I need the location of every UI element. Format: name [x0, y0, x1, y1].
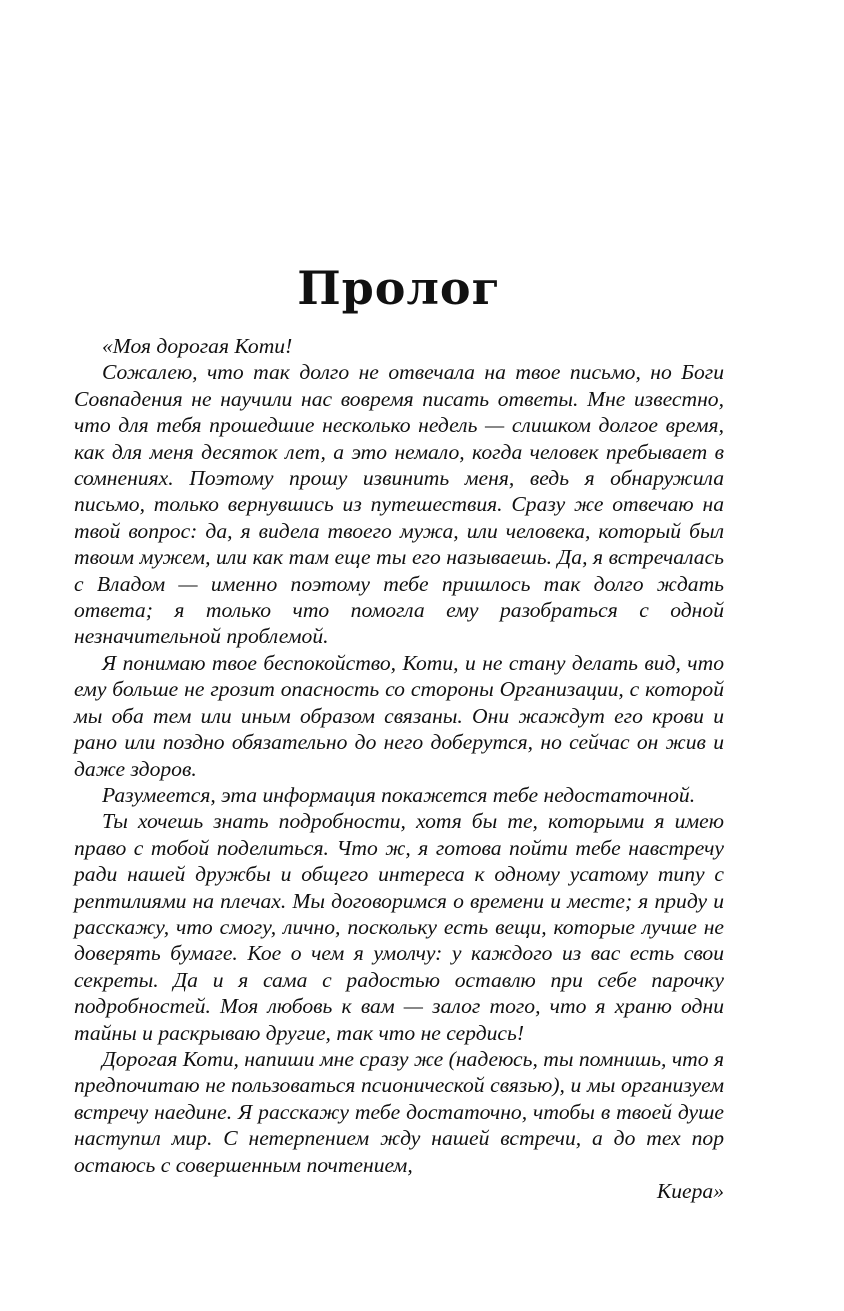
letter-paragraph: Ты хочешь знать подробности, хотя бы те, которыми я имею право с тобой поделиться. Что ж, я готова пойти тебе навстречу ради нашей дружбы и общего интереса к одному усатому типу с рептилиями на плечах. Мы договоримся о времени и месте; я приду и расскажу, что смогу, лично, поскольку есть вещи, которые лучше не доверять бумаге. Кое о чем я умолчу: у каждого из вас есть свои секреты. Да и я сама с радостью оставлю при себе парочку подробностей. Моя любовь к вам — залог того, что я храню одни тайны и раскрываю другие, так что не сердись! — [74, 809, 724, 1045]
letter-paragraph: Сожалею, что так долго не отвечала на твое письмо, но Боги Совпадения не научили нас вовремя писать ответы. Мне известно, что для тебя прошедшие несколько недель — слишком долгое время, как для меня десяток лет, а это немало, когда человек пребывает в сомнениях. Поэтому прошу извинить меня, ведь я обнаружила письмо, только вернувшись из путешествия. Сразу же отвечаю на твой вопрос: да, я видела твоего мужа, или человека, который был твоим мужем, или как там еще ты его называешь. Да, я встречалась с Владом — именно поэтому тебе пришлось так долго ждать ответа; я только что помогла ему разобраться с одной незначительной проблемой. — [74, 360, 724, 649]
chapter-title: Пролог — [297, 261, 501, 315]
letter-paragraph: Разумеется, эта информация покажется тебе недостаточной. — [102, 782, 696, 807]
letter-salutation: «Моя дорогая Коти! — [102, 334, 293, 358]
letter-body — [74, 333, 724, 1204]
letter-signature: Киера» — [656, 1179, 724, 1203]
letter-paragraph: Дорогая Коти, напиши мне сразу же (надеюсь, ты помнишь, что я предпочитаю не пользоваться псионической связью), и мы организуем встречу наедине. Я расскажу тебе достаточно, чтобы в твоей душе наступил мир. С нетерпением жду нашей встречи, а до тех пор остаюсь с совершенным почтением, — [74, 1046, 724, 1177]
letter-paragraph: Я понимаю твое беспокойство, Коти, и не стану делать вид, что ему больше не грозит опасность со стороны Организации, с которой мы оба тем или иным образом связаны. Они жаждут его крови и рано или поздно обязательно до него доберутся, но сейчас он жив и даже здоров. — [74, 650, 724, 781]
